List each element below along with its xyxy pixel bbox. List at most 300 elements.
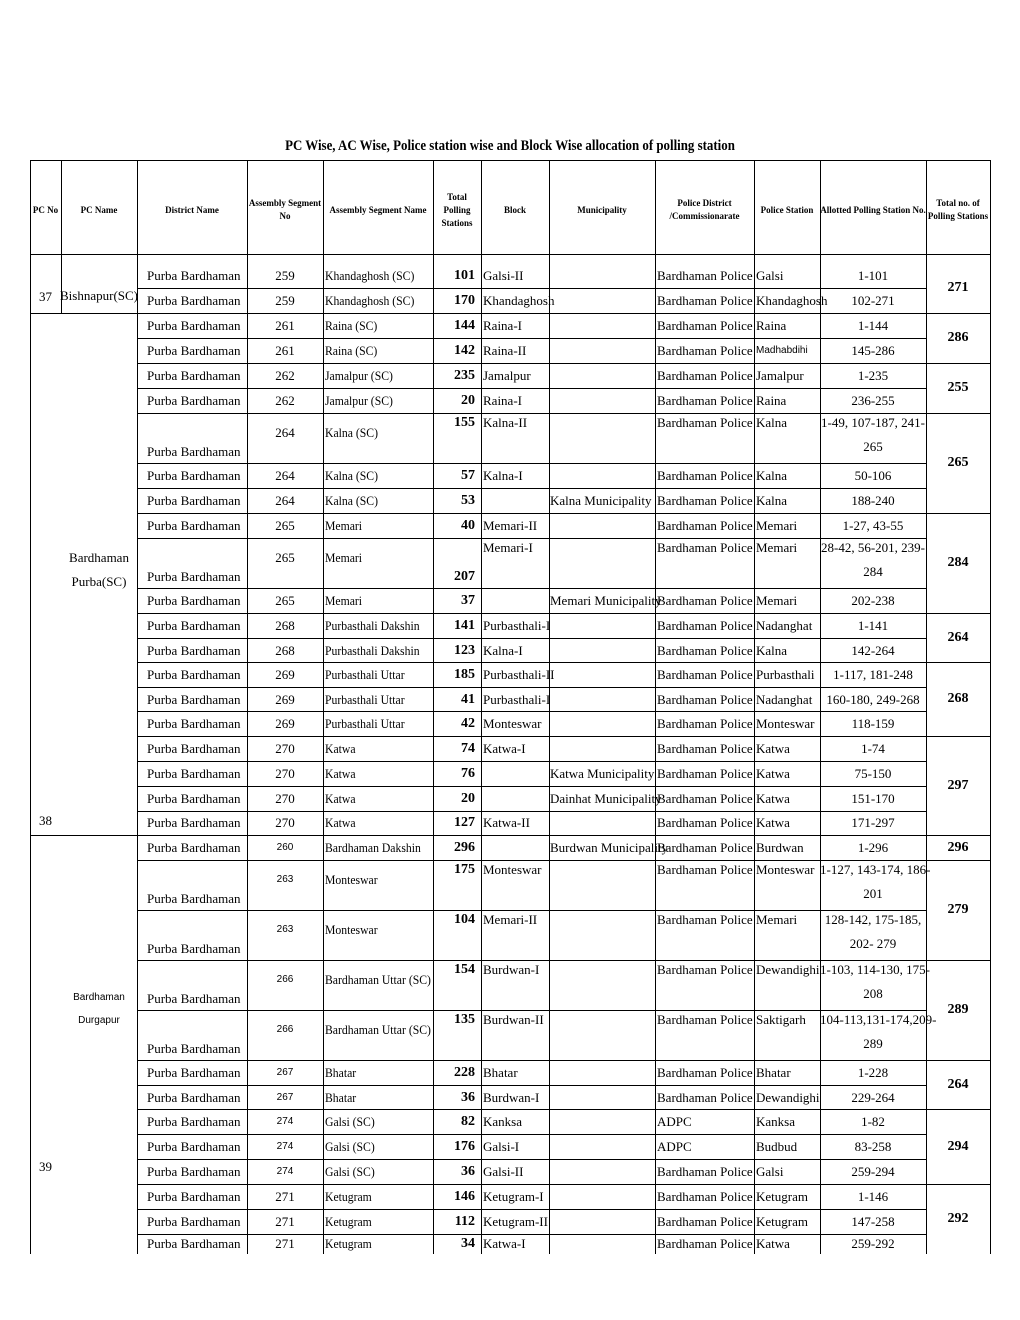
- assembly-segment-no: 270: [275, 766, 295, 781]
- assembly-segment-name-text: Purbasthali Dakshin: [325, 618, 420, 633]
- police-station: Purbasthali: [756, 667, 815, 682]
- assembly-segment-name: [325, 293, 424, 309]
- total-polling-stations: 40: [461, 518, 475, 533]
- police-district: Bardhaman Police: [657, 862, 753, 877]
- header-pc-no: PC No: [32, 204, 59, 215]
- allotted-polling-station-no: 1-146: [857, 1189, 889, 1204]
- total-polling-stations: 112: [454, 1214, 475, 1229]
- total-polling-stations: 154: [454, 962, 475, 977]
- assembly-segment-name-text: Bardhaman Uttar (SC): [325, 972, 431, 987]
- block-name: Ketugram-II: [483, 1214, 548, 1229]
- total-polling-stations: 228: [454, 1065, 475, 1080]
- assembly-segment-name-text: Raina (SC): [325, 343, 378, 358]
- total-no-of-polling-stations: 292: [947, 1211, 969, 1226]
- assembly-segment-no: 270: [275, 815, 295, 830]
- assembly-segment-no: 269: [275, 716, 295, 731]
- police-station: Katwa: [756, 815, 790, 830]
- police-district: Bardhaman Police: [657, 518, 753, 533]
- assembly-segment-name-text: Khandaghosh (SC): [325, 268, 415, 283]
- district-name: Purba Bardhaman: [147, 318, 241, 333]
- assembly-segment-no: 268: [275, 643, 295, 658]
- assembly-segment-no: 266: [276, 1024, 294, 1035]
- police-district: Bardhaman Police: [657, 318, 753, 333]
- assembly-segment-name: [325, 741, 359, 757]
- police-station: Madhabdihi: [756, 345, 808, 356]
- header-police-district: Police District /Commissionarate: [669, 198, 740, 221]
- block-name: Khandaghosh: [483, 293, 555, 308]
- column-divider: [549, 254, 550, 1254]
- assembly-segment-name: [325, 815, 359, 831]
- assembly-segment-name: [325, 840, 432, 856]
- police-station: Budbud: [756, 1139, 798, 1154]
- assembly-segment-name: [325, 1214, 377, 1230]
- block-name: Kalna-I: [483, 468, 523, 483]
- police-district: Bardhaman Police: [657, 815, 753, 830]
- assembly-segment-name-text: Purbasthali Uttar: [325, 692, 405, 707]
- allotted-polling-station-no: 128-142, 175-185,: [824, 912, 922, 927]
- allotted-polling-station-no: 50-106: [854, 468, 892, 483]
- assembly-segment-name: [325, 425, 384, 441]
- police-district: Bardhaman Police: [657, 268, 753, 283]
- assembly-segment-name-text: Memari: [325, 518, 363, 533]
- assembly-segment-name-text: Purbasthali Uttar: [325, 716, 405, 731]
- assembly-segment-name-text: Monteswar: [325, 872, 378, 887]
- assembly-segment-no: 274: [276, 1116, 294, 1127]
- column-border: [30, 160, 31, 1254]
- assembly-segment-name-text: Galsi (SC): [325, 1164, 375, 1179]
- block-name: Memari-I: [483, 540, 533, 555]
- total-polling-stations: 76: [461, 766, 475, 781]
- block-name: Katwa-II: [483, 815, 530, 830]
- allotted-polling-station-no: 160-180, 249-268: [826, 692, 920, 707]
- block-name: Burdwan-II: [483, 1012, 544, 1027]
- assembly-segment-name: [325, 468, 384, 484]
- header-as-no: Assembly Segment No: [248, 198, 322, 221]
- assembly-segment-name: [325, 518, 366, 534]
- allotted-polling-station-no: 1-74: [861, 741, 885, 756]
- assembly-segment-name: [325, 550, 366, 566]
- district-name: Purba Bardhaman: [147, 643, 241, 658]
- pc-no: 37: [39, 289, 52, 304]
- assembly-segment-name-text: Katwa: [325, 766, 356, 781]
- total-polling-stations: 101: [454, 268, 475, 283]
- total-polling-stations: 57: [461, 468, 475, 483]
- total-group-border: [926, 513, 990, 514]
- header-as-name: Assembly Segment Name: [329, 204, 427, 215]
- district-name: Purba Bardhaman: [147, 444, 241, 459]
- assembly-segment-no: 269: [275, 667, 295, 682]
- allotted-polling-station-no: 28-42, 56-201, 239-: [821, 540, 925, 555]
- police-district: Bardhaman Police: [657, 643, 753, 658]
- police-district: Bardhaman Police: [657, 667, 753, 682]
- district-name: Purba Bardhaman: [147, 716, 241, 731]
- district-name: Purba Bardhaman: [147, 741, 241, 756]
- assembly-segment-name: [325, 493, 384, 509]
- assembly-segment-name-text: Katwa: [325, 741, 356, 756]
- block-name: Purbasthali-I: [483, 618, 551, 633]
- police-station: Memari: [756, 540, 798, 555]
- total-polling-stations: 37: [461, 593, 475, 608]
- assembly-segment-no: 271: [275, 1189, 295, 1204]
- assembly-segment-name-text: Ketugram: [325, 1189, 372, 1204]
- assembly-segment-name-text: Raina (SC): [325, 318, 378, 333]
- police-station: Kalna: [756, 493, 788, 508]
- row-border: [137, 538, 926, 539]
- assembly-segment-no: 262: [275, 368, 295, 383]
- police-station: Dewandighi: [756, 1090, 820, 1105]
- total-polling-stations: 135: [454, 1012, 475, 1027]
- assembly-segment-name-text: Bardhaman Dakshin: [325, 840, 421, 855]
- district-name: Purba Bardhaman: [147, 268, 241, 283]
- block-name: Galsi-II: [483, 268, 524, 283]
- block-name: Purbasthali-II: [483, 667, 555, 682]
- assembly-segment-name: [325, 643, 430, 659]
- district-name: Purba Bardhaman: [147, 1164, 241, 1179]
- municipality-name: Dainhat Municipality: [550, 791, 662, 806]
- block-name: Purbasthali-I: [483, 692, 551, 707]
- allotted-polling-station-no: 1-49, 107-187, 241-: [821, 415, 925, 430]
- total-group-border: [926, 363, 990, 364]
- pc-name: Bishnapur(SC): [60, 288, 138, 303]
- district-name: Purba Bardhaman: [147, 991, 241, 1006]
- assembly-segment-name-text: Kalna (SC): [325, 425, 378, 440]
- police-station: Galsi: [756, 268, 784, 283]
- municipality-name: Memari Municipality: [550, 593, 662, 608]
- assembly-segment-no: 266: [276, 974, 294, 985]
- table-top-border: [30, 160, 990, 161]
- row-border: [137, 736, 926, 737]
- block-name: Kanksa: [483, 1114, 522, 1129]
- district-name: Purba Bardhaman: [147, 1189, 241, 1204]
- police-district: Bardhaman Police: [657, 766, 753, 781]
- total-polling-stations: 207: [454, 569, 475, 584]
- column-divider: [754, 254, 755, 1254]
- row-border: [137, 711, 926, 712]
- total-polling-stations: 34: [461, 1236, 475, 1251]
- row-border: [137, 338, 926, 339]
- district-name: Purba Bardhaman: [147, 692, 241, 707]
- total-polling-stations: 123: [454, 643, 475, 658]
- assembly-segment-name: [325, 791, 359, 807]
- district-name: Purba Bardhaman: [147, 891, 241, 906]
- page-title: PC Wise, AC Wise, Police station wise and Block Wise allocation of polling station: [285, 138, 735, 154]
- assembly-segment-name: [325, 972, 443, 988]
- total-polling-stations: 42: [461, 716, 475, 731]
- assembly-segment-name-text: Monteswar: [325, 922, 378, 937]
- assembly-segment-no: 270: [275, 791, 295, 806]
- pc-name: Bardhaman Durgapur: [73, 992, 125, 1026]
- assembly-segment-no: 261: [275, 343, 295, 358]
- header-district: District Name: [165, 204, 219, 215]
- row-border: [137, 786, 926, 787]
- district-name: Purba Bardhaman: [147, 618, 241, 633]
- police-district: ADPC: [657, 1139, 692, 1154]
- column-divider: [137, 254, 138, 1254]
- row-border: [137, 613, 926, 614]
- assembly-segment-no: 263: [276, 924, 294, 935]
- allotted-polling-station-no: 145-286: [851, 343, 895, 358]
- total-polling-stations: 20: [461, 791, 475, 806]
- police-district: Bardhaman Police: [657, 593, 753, 608]
- total-polling-stations: 176: [454, 1139, 475, 1154]
- total-group-border: [926, 613, 990, 614]
- assembly-segment-no: 274: [276, 1141, 294, 1152]
- assembly-segment-name: [325, 1090, 360, 1106]
- row-border: [137, 860, 926, 861]
- header-allotted: Allotted Polling Station No.: [820, 204, 926, 215]
- total-no-of-polling-stations: 255: [947, 380, 969, 395]
- pc-no: 39: [39, 1159, 52, 1174]
- assembly-segment-no: 262: [275, 393, 295, 408]
- assembly-segment-name-text: Jamalpur (SC): [325, 368, 393, 383]
- block-name: Katwa-I: [483, 741, 526, 756]
- total-group-border: [926, 960, 990, 961]
- police-district: Bardhaman Police: [657, 1189, 753, 1204]
- allotted-polling-station-no: 118-159: [851, 716, 895, 731]
- row-border: [137, 1184, 926, 1185]
- assembly-segment-name: [325, 716, 413, 732]
- assembly-segment-name-text: Katwa: [325, 791, 356, 806]
- police-station: Ketugram: [756, 1189, 808, 1204]
- allotted-polling-station-no: 236-255: [851, 393, 895, 408]
- allotted-polling-station-no: 104-113,131-174,209-: [820, 1012, 937, 1027]
- allotted-polling-station-no: 1-127, 143-174, 186-: [820, 862, 931, 877]
- assembly-segment-name-text: Khandaghosh (SC): [325, 293, 415, 308]
- row-border: [137, 488, 926, 489]
- district-name: Purba Bardhaman: [147, 1139, 241, 1154]
- police-station: Memari: [756, 518, 798, 533]
- assembly-segment-name-text: Bardhaman Uttar (SC): [325, 1022, 431, 1037]
- pc-group-border: [30, 313, 137, 314]
- assembly-segment-name-text: Purbasthali Dakshin: [325, 643, 420, 658]
- police-station: Katwa: [756, 1236, 790, 1251]
- police-district: ADPC: [657, 1114, 692, 1129]
- total-no-of-polling-stations: 271: [947, 280, 969, 295]
- police-district: Bardhaman Police: [657, 791, 753, 806]
- total-group-border: [926, 1109, 990, 1110]
- total-polling-stations: 235: [454, 368, 475, 383]
- allotted-polling-station-no: 229-264: [851, 1090, 895, 1105]
- police-district: Bardhaman Police: [657, 716, 753, 731]
- assembly-segment-no: 267: [276, 1067, 294, 1078]
- allotted-polling-station-no: 202- 279: [849, 936, 897, 951]
- total-polling-stations: 104: [454, 912, 475, 927]
- police-station: Monteswar: [756, 716, 815, 731]
- allotted-polling-station-no: 1-103, 114-130, 175-: [820, 962, 931, 977]
- allotted-polling-station-no: 151-170: [851, 791, 895, 806]
- assembly-segment-no: 264: [275, 493, 295, 508]
- assembly-segment-no: 269: [275, 692, 295, 707]
- total-no-of-polling-stations: 268: [947, 691, 969, 706]
- allotted-polling-station-no: 1-144: [857, 318, 889, 333]
- assembly-segment-name: [325, 1114, 380, 1130]
- row-border: [137, 313, 926, 314]
- police-district: Bardhaman Police: [657, 540, 753, 555]
- block-name: Raina-I: [483, 318, 522, 333]
- row-border: [137, 687, 926, 688]
- header-police-station: Police Station: [760, 204, 814, 215]
- police-district: Bardhaman Police: [657, 1065, 753, 1080]
- total-polling-stations: 82: [461, 1114, 475, 1129]
- assembly-segment-no: 265: [275, 550, 295, 565]
- police-station: Katwa: [756, 766, 790, 781]
- assembly-segment-no: 271: [275, 1236, 295, 1251]
- police-station: Kalna: [756, 643, 788, 658]
- assembly-segment-no: 264: [275, 425, 295, 440]
- block-name: Kalna-I: [483, 643, 523, 658]
- assembly-segment-name: [325, 1164, 380, 1180]
- assembly-segment-name-text: Katwa: [325, 815, 356, 830]
- police-station: Raina: [756, 393, 787, 408]
- police-station: Katwa: [756, 791, 790, 806]
- police-station: Kalna: [756, 415, 788, 430]
- allotted-polling-station-no: 284: [863, 564, 883, 579]
- district-name: Purba Bardhaman: [147, 1236, 241, 1251]
- total-polling-stations: 296: [454, 840, 475, 855]
- police-station: Nadanghat: [756, 618, 813, 633]
- column-divider: [481, 254, 482, 1254]
- assembly-segment-name-text: Kalna (SC): [325, 493, 378, 508]
- block-name: Monteswar: [483, 862, 542, 877]
- allotted-polling-station-no: 259-292: [851, 1236, 895, 1251]
- police-station: Kanksa: [756, 1114, 795, 1129]
- district-name: Purba Bardhaman: [147, 840, 241, 855]
- assembly-segment-name-text: Ketugram: [325, 1214, 372, 1229]
- district-name: Purba Bardhaman: [147, 1041, 241, 1056]
- police-station: Kalna: [756, 468, 788, 483]
- police-district: Bardhaman Police: [657, 293, 753, 308]
- allotted-polling-station-no: 171-297: [851, 815, 895, 830]
- row-border: [137, 1159, 926, 1160]
- total-group-border: [926, 736, 990, 737]
- allotted-polling-station-no: 1-27, 43-55: [842, 518, 904, 533]
- row-border: [137, 1109, 926, 1110]
- total-group-border: [926, 413, 990, 414]
- allotted-polling-station-no: 265: [863, 439, 883, 454]
- assembly-segment-no: 270: [275, 741, 295, 756]
- assembly-segment-no: 259: [275, 293, 295, 308]
- police-district: Bardhaman Police: [657, 368, 753, 383]
- allotted-polling-station-no: 83-258: [854, 1139, 892, 1154]
- header-pc-name: PC Name: [80, 204, 118, 215]
- allotted-polling-station-no: 202-238: [851, 593, 895, 608]
- district-name: Purba Bardhaman: [147, 343, 241, 358]
- assembly-segment-name-text: Memari: [325, 593, 363, 608]
- row-border: [137, 588, 926, 589]
- row-border: [137, 638, 926, 639]
- row-border: [137, 960, 926, 961]
- total-group-border: [926, 1060, 990, 1061]
- assembly-segment-name-text: Bhatar: [325, 1065, 357, 1080]
- column-border: [990, 160, 991, 1254]
- block-name: Burdwan-I: [483, 962, 540, 977]
- allotted-polling-station-no: 1-117, 181-248: [833, 667, 913, 682]
- district-name: Purba Bardhaman: [147, 368, 241, 383]
- assembly-segment-name-text: Galsi (SC): [325, 1139, 375, 1154]
- assembly-segment-name: [325, 1022, 443, 1038]
- total-group-border: [926, 835, 990, 836]
- row-border: [137, 910, 926, 911]
- row-border: [137, 363, 926, 364]
- police-station: Monteswar: [756, 862, 815, 877]
- assembly-segment-name-text: Bhatar: [325, 1090, 357, 1105]
- block-name: Ketugram-I: [483, 1189, 544, 1204]
- assembly-segment-no: 267: [276, 1092, 294, 1103]
- block-name: Kalna-II: [483, 415, 528, 430]
- district-name: Purba Bardhaman: [147, 518, 241, 533]
- total-group-border: [926, 1184, 990, 1185]
- assembly-segment-no: 265: [275, 518, 295, 533]
- total-polling-stations: 20: [461, 393, 475, 408]
- district-name: Purba Bardhaman: [147, 1090, 241, 1105]
- assembly-segment-no: 261: [275, 318, 295, 333]
- assembly-segment-no: 265: [275, 593, 295, 608]
- header-block: Block: [503, 204, 526, 215]
- police-district: Bardhaman Police: [657, 415, 753, 430]
- assembly-segment-name: [325, 872, 384, 888]
- total-polling-stations: 175: [454, 862, 475, 877]
- allotted-polling-station-no: 188-240: [851, 493, 895, 508]
- assembly-segment-no: 268: [275, 618, 295, 633]
- total-no-of-polling-stations: 297: [947, 778, 969, 793]
- total-no-of-polling-stations: 286: [947, 330, 969, 345]
- assembly-segment-name: [325, 318, 383, 334]
- district-name: Purba Bardhaman: [147, 815, 241, 830]
- total-no-of-polling-stations: 279: [947, 902, 969, 917]
- row-border: [137, 835, 926, 836]
- police-district: Bardhaman Police: [657, 840, 753, 855]
- district-name: Purba Bardhaman: [147, 941, 241, 956]
- police-district: Bardhaman Police: [657, 1214, 753, 1229]
- total-polling-stations: 74: [461, 741, 475, 756]
- police-district: Bardhaman Police: [657, 1236, 753, 1251]
- row-border: [137, 388, 926, 389]
- row-border: [137, 662, 926, 663]
- municipality-name: Kalna Municipality: [550, 493, 652, 508]
- allotted-polling-station-no: 1-296: [857, 840, 889, 855]
- police-station: Ketugram: [756, 1214, 808, 1229]
- assembly-segment-name: [325, 667, 413, 683]
- municipality-name: Katwa Municipality: [550, 766, 655, 781]
- police-station: Jamalpur: [756, 368, 804, 383]
- total-polling-stations: 155: [454, 415, 475, 430]
- block-name: Galsi-II: [483, 1164, 524, 1179]
- total-polling-stations: 141: [454, 618, 475, 633]
- police-district: Bardhaman Police: [657, 962, 753, 977]
- allotted-polling-station-no: 289: [863, 1036, 883, 1051]
- allotted-polling-station-no: 102-271: [851, 293, 895, 308]
- district-name: Purba Bardhaman: [147, 569, 241, 584]
- assembly-segment-name: [325, 692, 413, 708]
- pc-no: 38: [39, 813, 52, 828]
- district-name: Purba Bardhaman: [147, 393, 241, 408]
- police-district: Bardhaman Police: [657, 692, 753, 707]
- assembly-segment-name: [325, 1065, 360, 1081]
- block-name: Katwa-I: [483, 1236, 526, 1251]
- row-border: [137, 1010, 926, 1011]
- total-no-of-polling-stations: 264: [947, 1077, 969, 1092]
- district-name: Purba Bardhaman: [147, 1114, 241, 1129]
- police-station: Memari: [756, 912, 798, 927]
- total-no-of-polling-stations: 284: [947, 555, 969, 570]
- assembly-segment-name: [325, 268, 424, 284]
- block-name: Burdwan-I: [483, 1090, 540, 1105]
- police-station: Dewandighi: [756, 962, 820, 977]
- block-name: Monteswar: [483, 716, 542, 731]
- allotted-polling-station-no: 142-264: [851, 643, 895, 658]
- total-polling-stations: 170: [454, 293, 475, 308]
- assembly-segment-name: [325, 593, 366, 609]
